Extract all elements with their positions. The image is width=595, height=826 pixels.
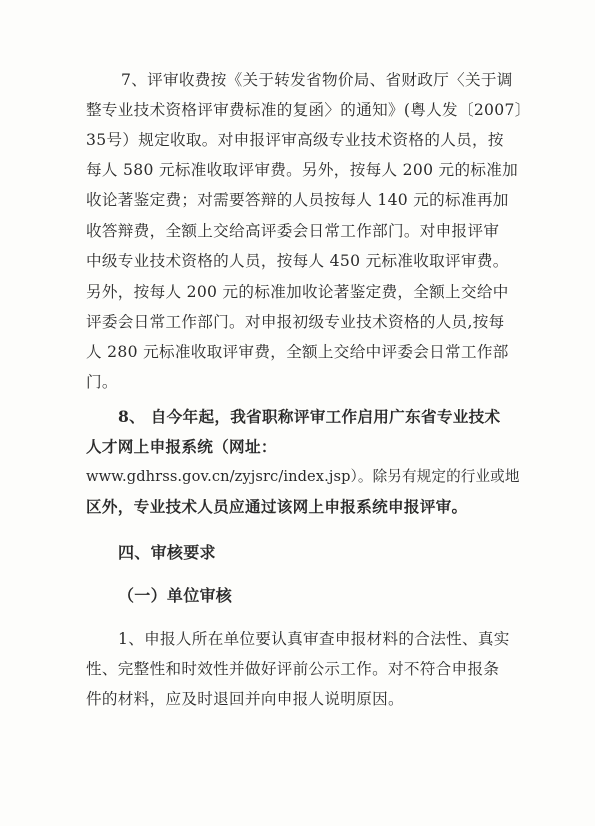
text-line: 门。 bbox=[86, 373, 118, 391]
section-heading: 四、审核要求 bbox=[118, 543, 216, 562]
text-line: 整专业技术资格评审费标准的复函〉的通知》(粤人发〔2007〕 bbox=[86, 101, 531, 119]
subsection-heading: （一）单位审核 bbox=[118, 586, 233, 605]
text-line: 8、 自今年起，我省职称评审工作启用广东省专业技术 bbox=[118, 407, 501, 426]
url-line: www.gdhrss.gov.cn/zyjsrc/index.jsp）。除另有规定的行业或地 bbox=[86, 468, 520, 485]
text-line: 区外，专业技术人员应通过该网上申报系统申报评审。 bbox=[86, 497, 468, 516]
text-line: 人才网上申报系统（网址： bbox=[86, 437, 277, 456]
text-line: 每人 580 元标准收取评审费。另外，按每人 200 元的标准加 bbox=[86, 161, 519, 179]
text-line: 性、完整性和时效性并做好评前公示工作。对不符合申报条 bbox=[86, 660, 500, 678]
text-line: 人 280 元标准收取评审费，全额上交给中评委会日常工作部 bbox=[86, 343, 509, 361]
text-line: 35号）规定收取。对申报评审高级专业技术资格的人员，按 bbox=[86, 131, 504, 149]
text-line: 另外，按每人 200 元的标准加收论著鉴定费，全额上交给中 bbox=[86, 283, 509, 301]
text-line: 收论著鉴定费；对需要答辩的人员按每人 140 元的标准再加 bbox=[86, 191, 509, 209]
text-line: 评委会日常工作部门。对申报初级专业技术资格的人员,按每 bbox=[86, 313, 505, 331]
text-line: 件的材料，应及时退回并向申报人说明原因。 bbox=[86, 690, 404, 708]
text-line: 中级专业技术资格的人员，按每人 450 元标准收取评审费。 bbox=[86, 252, 509, 270]
text-line: 收答辩费，全额上交给高评委会日常工作部门。对申报评审 bbox=[86, 222, 500, 240]
text-line: 1、申报人所在单位要认真审查申报材料的合法性、真实 bbox=[118, 630, 510, 648]
text-line: 7、评审收费按《关于转发省物价局、省财政厅〈关于调 bbox=[121, 71, 513, 89]
